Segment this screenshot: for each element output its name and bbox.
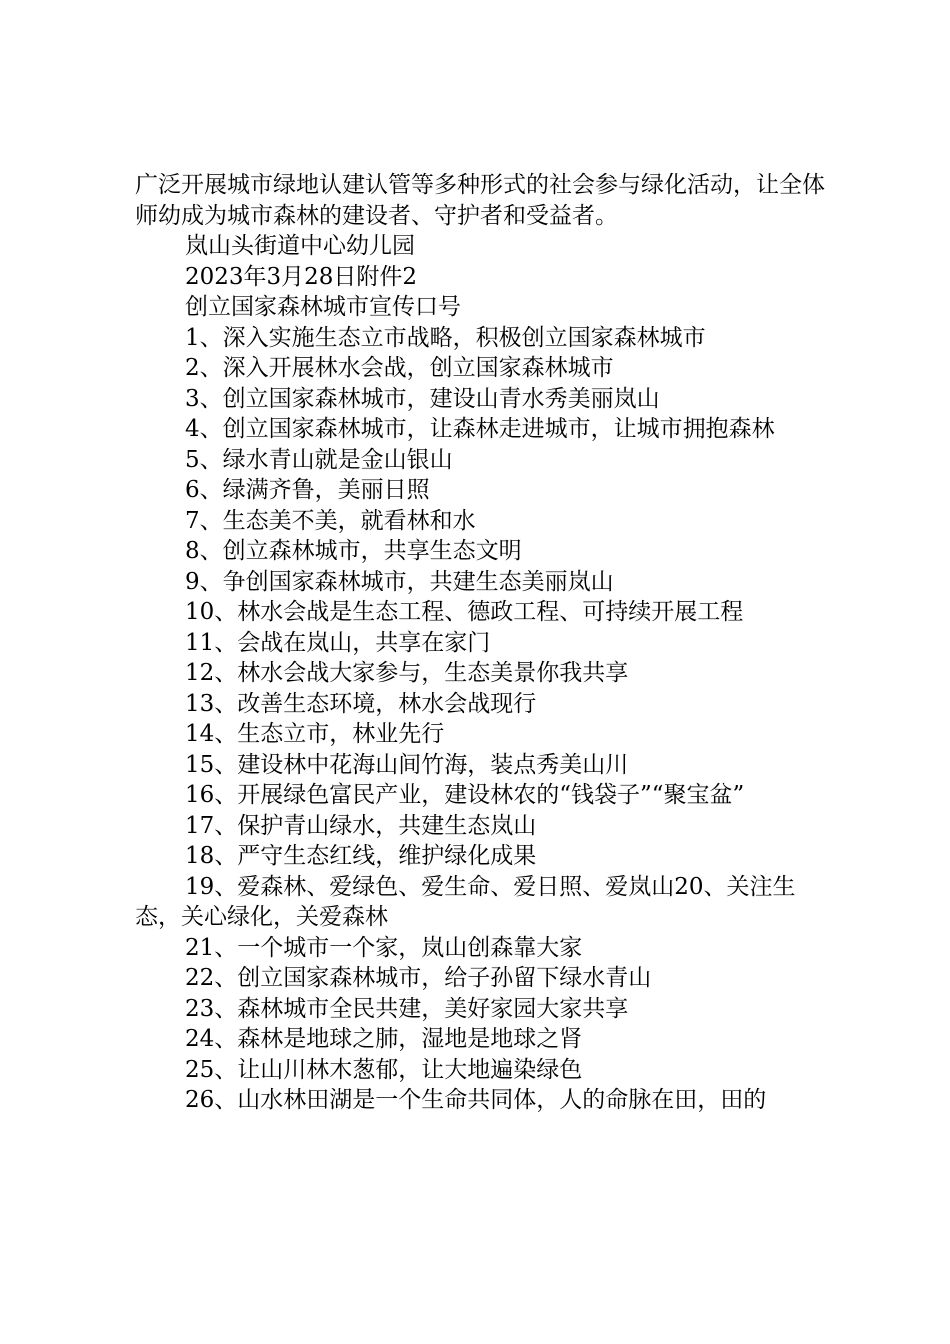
slogan-item: 11、会战在岚山，共享在家门 xyxy=(185,629,491,656)
slogan-item: 26、山水林田湖是一个生命共同体，人的命脉在田，田的 xyxy=(185,1087,767,1113)
slogan-item: 14、生态立市，林业先行 xyxy=(185,721,445,747)
slogan-item: 5、绿水青山就是金山银山 xyxy=(185,446,453,473)
slogan-item: 4、创立国家森林城市，让森林走进城市，让城市拥抱森林 xyxy=(185,416,775,442)
slogan-item: 17、保护青山绿水，共建生态岚山 xyxy=(185,812,537,839)
slogan-item: 1、深入实施生态立市战略，积极创立国家森林城市 xyxy=(185,324,706,351)
slogan-item: 7、生态美不美，就看林和水 xyxy=(185,507,476,534)
slogan-item: 16、开展绿色富民产业，建设林农的“钱袋子”“聚宝盆” xyxy=(185,782,745,808)
signature-line: 岚山头街道中心幼儿园 xyxy=(185,233,415,259)
slogan-item: 9、争创国家森林城市，共建生态美丽岚山 xyxy=(185,568,614,595)
slogan-item: 15、建设林中花海山间竹海，装点秀美山川 xyxy=(185,751,629,778)
slogan-item: 8、创立森林城市，共享生态文明 xyxy=(185,538,522,564)
slogan-item: 12、林水会战大家参与，生态美景你我共享 xyxy=(185,660,629,686)
document-body xyxy=(135,170,825,1116)
slogan-item: 10、林水会战是生态工程、德政工程、可持续开展工程 xyxy=(185,599,744,625)
slogan-item: 21、一个城市一个家，岚山创森靠大家 xyxy=(185,934,583,961)
intro-paragraph: 广泛开展城市绿地认建认管等多种形式的社会参与绿化活动，让全体师幼成为城市森林的建设者、守护者和受益者。 xyxy=(135,172,825,229)
slogan-item: 18、严守生态红线，维护绿化成果 xyxy=(185,843,537,869)
slogan-item: 22、创立国家森林城市，给子孙留下绿水青山 xyxy=(185,965,652,991)
slogan-item: 3、创立国家森林城市，建设山青水秀美丽岚山 xyxy=(185,385,660,412)
slogan-item: 23、森林城市全民共建，美好家园大家共享 xyxy=(185,995,629,1022)
slogan-item: 2、深入开展林水会战，创立国家森林城市 xyxy=(185,355,614,381)
slogan-item: 6、绿满齐鲁，美丽日照 xyxy=(185,477,430,503)
slogan-item: 13、改善生态环境，林水会战现行 xyxy=(185,690,537,717)
date-line: 2023年3月28日附件2 xyxy=(185,263,418,290)
slogan-item: 19、爱森林、爱绿色、爱生命、爱日照、爱岚山20、关注生态，关心绿化，关爱森林 xyxy=(135,873,796,930)
slogan-item: 25、让山川林木葱郁，让大地遍染绿色 xyxy=(185,1056,583,1083)
slogan-item: 24、森林是地球之肺，湿地是地球之肾 xyxy=(185,1026,583,1052)
slogan-heading: 创立国家森林城市宣传口号 xyxy=(185,294,461,320)
